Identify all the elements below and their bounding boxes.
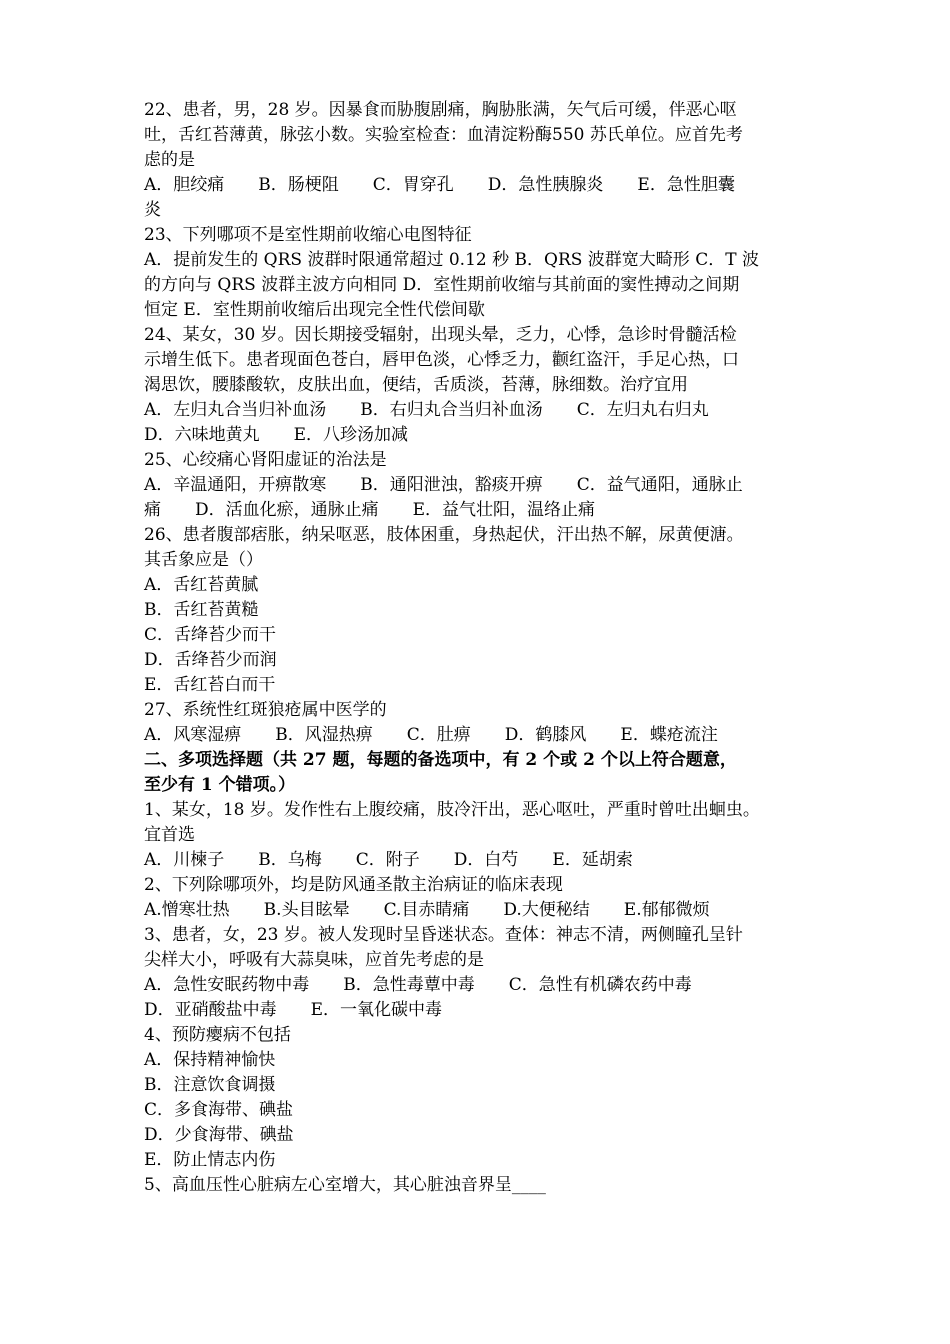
text-line: 1、某女，18 岁。发作性右上腹绞痛，肢冷汗出，恶心呕吐，严重时曾吐出蛔虫。 [144, 800, 760, 820]
text-line: 恒定 E．室性期前收缩后出现完全性代偿间歇 [144, 300, 485, 320]
text-line: A．急性安眠药物中毒 B．急性毒蕈中毒 C．急性有机磷农药中毒 [144, 975, 692, 995]
text-line: A．川楝子 B．乌梅 C．附子 D．白芍 E．延胡索 [144, 850, 633, 870]
document-page [144, 98, 814, 1198]
text-line: 炎 [144, 200, 161, 220]
text-line: D．舌绛苔少而润 [144, 650, 277, 670]
text-line: 其舌象应是（） [144, 550, 263, 570]
text-line: 痛 D．活血化瘀，通脉止痛 E．益气壮阳，温络止痛 [144, 500, 596, 520]
text-line: 宜首选 [144, 825, 195, 845]
text-line: 25、心绞痛心肾阳虚证的治法是 [144, 450, 387, 470]
text-line: 二、多项选择题（共 27 题，每题的备选项中，有 2 个或 2 个以上符合题意， [144, 750, 737, 770]
text-line: 2、下列除哪项外，均是防风通圣散主治病证的临床表现 [144, 875, 563, 895]
text-line: A．风寒湿痹 B．风湿热痹 C．肚痹 D．鹤膝风 E．蝶疮流注 [144, 725, 718, 745]
text-line: 4、预防瘿病不包括 [144, 1025, 291, 1045]
text-line: A．辛温通阳，开痹散寒 B．通阳泄浊，豁痰开痹 C．益气通阳，通脉止 [144, 475, 743, 495]
text-line: A．提前发生的 QRS 波群时限通常超过 0.12 秒 B．QRS 波群宽大畸形 C．T 波 [144, 250, 759, 270]
text-line: 27、系统性红斑狼疮属中医学的 [144, 700, 387, 720]
text-line: 26、患者腹部痞胀，纳呆呕恶，肢体困重，身热起伏，汗出热不解，尿黄便溏。 [144, 525, 744, 545]
text-line: D．少食海带、碘盐 [144, 1125, 294, 1145]
text-line: 渴思饮，腰膝酸软，皮肤出血，便结，舌质淡，苔薄，脉细数。治疗宜用 [144, 375, 688, 395]
text-line: 的方向与 QRS 波群主波方向相同 D．室性期前收缩与其前面的窦性搏动之间期 [144, 275, 740, 295]
text-line: 5、高血压性心脏病左心室增大，其心脏浊音界呈____ [144, 1175, 546, 1195]
text-line: C．多食海带、碘盐 [144, 1100, 294, 1120]
text-line: 22、患者，男，28 岁。因暴食而胁腹剧痛，胸胁胀满，矢气后可缓，伴恶心呕 [144, 100, 737, 120]
text-line: A．胆绞痛 B．肠梗阻 C．胃穿孔 D．急性胰腺炎 E．急性胆囊 [144, 175, 735, 195]
text-line: A．左归丸合当归补血汤 B．右归丸合当归补血汤 C．左归丸右归丸 [144, 400, 709, 420]
text-line: A.憎寒壮热 B.头目眩晕 C.目赤睛痛 D.大便秘结 E.郁郁微烦 [144, 900, 710, 920]
text-line: 24、某女，30 岁。因长期接受辐射，出现头晕，乏力，心悸，急诊时骨髓活检 [144, 325, 737, 345]
text-line: D．亚硝酸盐中毒 E．一氧化碳中毒 [144, 1000, 443, 1020]
text-line: 示增生低下。患者现面色苍白，唇甲色淡，心悸乏力，颧红盗汗，手足心热，口 [144, 350, 739, 370]
text-line: 3、患者，女，23 岁。被人发现时呈昏迷状态。查体：神志不清，两侧瞳孔呈针 [144, 925, 743, 945]
text-line: 虑的是 [144, 150, 195, 170]
text-line: B．舌红苔黄糙 [144, 600, 259, 620]
text-line: 尖样大小，呼吸有大蒜臭味，应首先考虑的是 [144, 950, 484, 970]
text-line: B．注意饮食调摄 [144, 1075, 276, 1095]
text-line: A．舌红苔黄腻 [144, 575, 259, 595]
text-line: D．六味地黄丸 E．八珍汤加减 [144, 425, 409, 445]
text-line: C．舌绛苔少而干 [144, 625, 277, 645]
text-line: E．防止情志内伤 [144, 1150, 276, 1170]
text-line: E．舌红苔白而干 [144, 675, 276, 695]
text-line: 至少有 1 个错项。） [144, 775, 296, 795]
text-line: 23、下列哪项不是室性期前收缩心电图特征 [144, 225, 472, 245]
text-line: A．保持精神愉快 [144, 1050, 276, 1070]
text-line: 吐，舌红苔薄黄，脉弦小数。实验室检查：血清淀粉酶550 苏氏单位。应首先考 [144, 125, 743, 145]
